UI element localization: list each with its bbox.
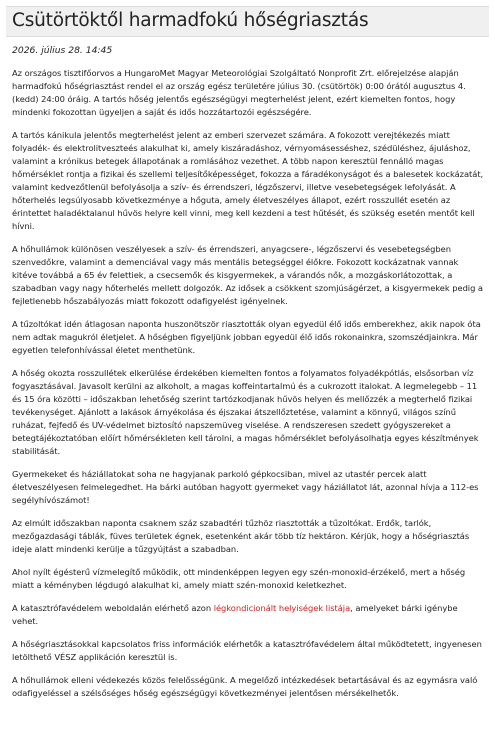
paragraph-elderly: A tűzoltókat idén átlagosan naponta huszonötször riasztották olyan egyedül élő idős emberekhez, akik napok óta nem adtak magukról életjelet. A hőségben figyeljünk jobban egyedül élő idős rokonainkra, szomszédjainkra. Már egyetlen telefonhívással életet menthetünk. bbox=[12, 319, 481, 355]
aircon-text-before: A katasztrófavédelem weboldalán elérhető azon bbox=[12, 603, 214, 613]
paragraph-risk-groups: A hőhullámok különösen veszélyesek a szív- és érrendszeri, anyagcsere-, légzőszervi és vesebetegségben szenvedőkre, valamint a demenciával vagy más mentális betegséggel élőkre. Fokozott kockázatnak vannak kitéve továbbá a 65 év felettiek, a csecsemők és kisgyermekek, a várandós nők, a mozgáskorlátozottak, a szabadban vagy nagy hőterhelés mellett dolgozók. Az idősek a csökkent szomjúságérzet, a kisgyermekek pedig a fejletlenebb hőszabályozás miatt fokozott odafigyelést igényelnek. bbox=[12, 244, 483, 306]
page-title: Csütörtöktől harmadfokú hőségriasztás bbox=[12, 10, 369, 31]
paragraph-health-effects: A tartós kánikula jelentős megterhelést jelent az emberi szervezet számára. A fokozott verejtékezés miatt folyadék- és elektrolitveszteés alakulhat ki, amely kiszáradáshoz, vérnyomásesséshez, szédüléshez, ájuláshoz, valamint a krónikus betegek állapotának a romlásához vezethet. A több napon keresztül fennálló magas hőmérséklet rontja a fizikai és szellemi teljesítőképességet, fokozza a fáradékonyságot és a balesetek kockázatát, valamint kedvezőtlenül befolyásolja a szív- és érrendszeri, légzőszervi, illetve vesebetegségek lefolyását. A hőterhelés legsúlyosabb következménye a hőguta, amely életveszélyes állapot, ezért rosszullét esetén az érintettet haladéktalanul hűvös helyre kell vinni, meg kell kezdeni a test hűtését, és szükség esetén mentőt kell hívni. bbox=[12, 130, 484, 231]
title-bar bbox=[6, 6, 489, 37]
aircon-text-after: , amelyeket bárki igénybe vehet. bbox=[12, 603, 458, 626]
paragraph-intro: Az országos tisztifőorvos a HungaroMet Magyar Meteorológiai Szolgáltató Nonprofit Zrt. előrejelzése alapján harmadfokú hőségriasztást rendel el az ország egész területére július 30. (csütörtök) 0:00 órától augusztus 4. (kedd) 24:00 óráig. A tartós hőség jelentős egészségügyi megterhelést jelent, ezért kiemelten fontos, hogy mindenki fokozottan ügyeljen a saját és idős hozzátartozói egészségére. bbox=[12, 68, 466, 117]
aircon-list-link[interactable]: légkondicionált helyiségek listája bbox=[213, 603, 351, 613]
paragraph-app: A hőségriasztásokkal kapcsolatos friss információk elérhetők a katasztrófavédelem által működtetett, ingyenesen letölthető VÉSZ applikáción keresztül is. bbox=[12, 639, 482, 662]
paragraph-fires: Az elmúlt időszakban naponta csaknem száz szabadtéri tűzhöz riasztották a tűzoltókat. Erdők, tarlók, mezőgazdasági táblák, füves területek égnek, esetenként akár több tíz hektáron. Kérjük, hogy a hőségriasztás ideje alatt mindenki kerülje a tűzgyújtást a szabadban. bbox=[12, 518, 470, 554]
publish-date: 2026. július 28. 14:45 bbox=[12, 45, 113, 56]
paragraph-aircon-list bbox=[12, 602, 489, 628]
paragraph-carbon-monoxide: Ahol nyílt égésterű vízmelegítő működik, ott mindenképpen legyen egy szén-monoxid-érzékelő, mert a hőség miatt a kéményben légdugó alakulhat ki, amely miatt szén-monoxid keletkezhet. bbox=[12, 567, 466, 590]
paragraph-vehicles: Gyermekeket és háziállatokat soha ne hagyjanak parkoló gépkocsiban, mivel az utastér percek alatt életveszélyesen felmelegedhet. Ha bárki autóban hagyott gyermeket vagy háziállatot lát, azonnal hívja a 112-es segélyhívószámot! bbox=[12, 469, 479, 505]
paragraph-prevention: A hőség okozta rosszullétek elkerülése érdekében kiemelten fontos a folyamatos folyadékpótlás, elsősorban víz fogyasztásával. Javasolt kerülni az alkoholt, a magas koffeintartalmú és a cukrozott italokat. A legmelegebb – 11 és 15 óra közötti – időszakban lehetőség szerint tartózkodjanak hűvös helyen és mellőzzék a megterhelő fizikai tevékenységet. Ajánlott a lakások árnyékolása és éjszakai átszellőztetése, valamint a könnyű, világos színű ruházat, fejfedő és UV-védelmet biztosító napszemüveg viselése. A rendszeresen szedett gyógyszereket a betegtájékoztatóban előírt hőmérsékleten kell tárolni, a magas hőmérséklet befolyásolhatja egyes készítmények stabilitását. bbox=[12, 368, 479, 456]
paragraph-closing: A hőhullámok elleni védekezés közös felelősségünk. A megelőző intézkedések betartásával és az egymásra való odafigyeléssel a szélsőséges hőség egészségügyi következményei jelentősen mérsékelhetők. bbox=[12, 675, 478, 698]
